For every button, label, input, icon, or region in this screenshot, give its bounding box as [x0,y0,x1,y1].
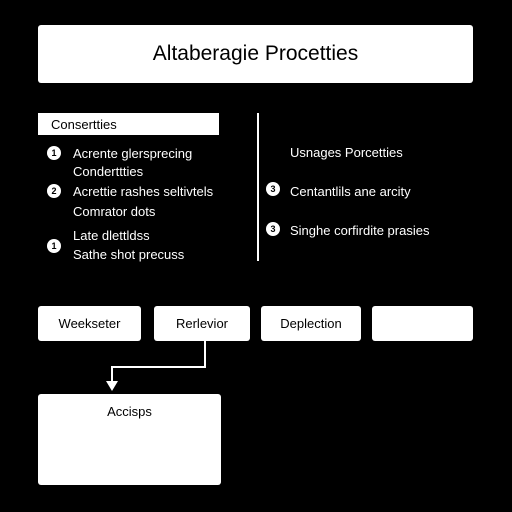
left-item-2-number: 2 [51,186,57,196]
left-item-3-line2: Sathe shot precuss [73,247,185,262]
left-item-3-badge [47,239,61,253]
right-item-2-number: 3 [270,224,276,234]
diagram-title: Altaberagie Procetties [152,42,359,65]
weekseter-button[interactable] [38,306,141,341]
right-panel-header: Usnages Porcetties [290,145,403,160]
right-item-2-badge [266,222,280,236]
right-item-1-badge [266,182,280,196]
accisps-box[interactable] [38,394,221,485]
left-item-1-number: 1 [51,148,57,158]
right-item-1-text: Centantlils ane arcity [290,184,411,199]
panel-divider [257,113,259,261]
right-item-2-text: Singhe corfirdite prasies [290,223,430,238]
title-bar [38,25,473,83]
weekseter-button-label: Weekseter [58,316,121,331]
left-item-2-line1: Acrettie rashes seltivtels [73,184,214,199]
left-item-1-line1: Acrente glersprecing [73,146,193,161]
connector-line [112,341,205,383]
deplection-button-label: Deplection [280,316,342,331]
left-item-1-badge [47,146,61,160]
left-item-3-line1: Late dlettldss [73,228,150,243]
right-item-1-number: 3 [270,184,276,194]
rerlevior-button-label: Rerlevior [175,316,228,331]
left-panel-header [38,113,219,135]
rerlevior-button[interactable] [154,306,250,341]
left-item-2-line2: Comrator dots [73,204,156,219]
left-item-3-number: 1 [51,241,57,251]
empty-flow-box[interactable] [372,306,473,341]
left-item-1-line2: Conderttties [73,164,144,179]
accisps-box-label: Accisps [107,404,152,419]
arrow-head-icon [106,381,118,391]
left-item-2-badge [47,184,61,198]
deplection-button[interactable] [261,306,361,341]
left-panel-header-label: Consertties [51,116,117,132]
